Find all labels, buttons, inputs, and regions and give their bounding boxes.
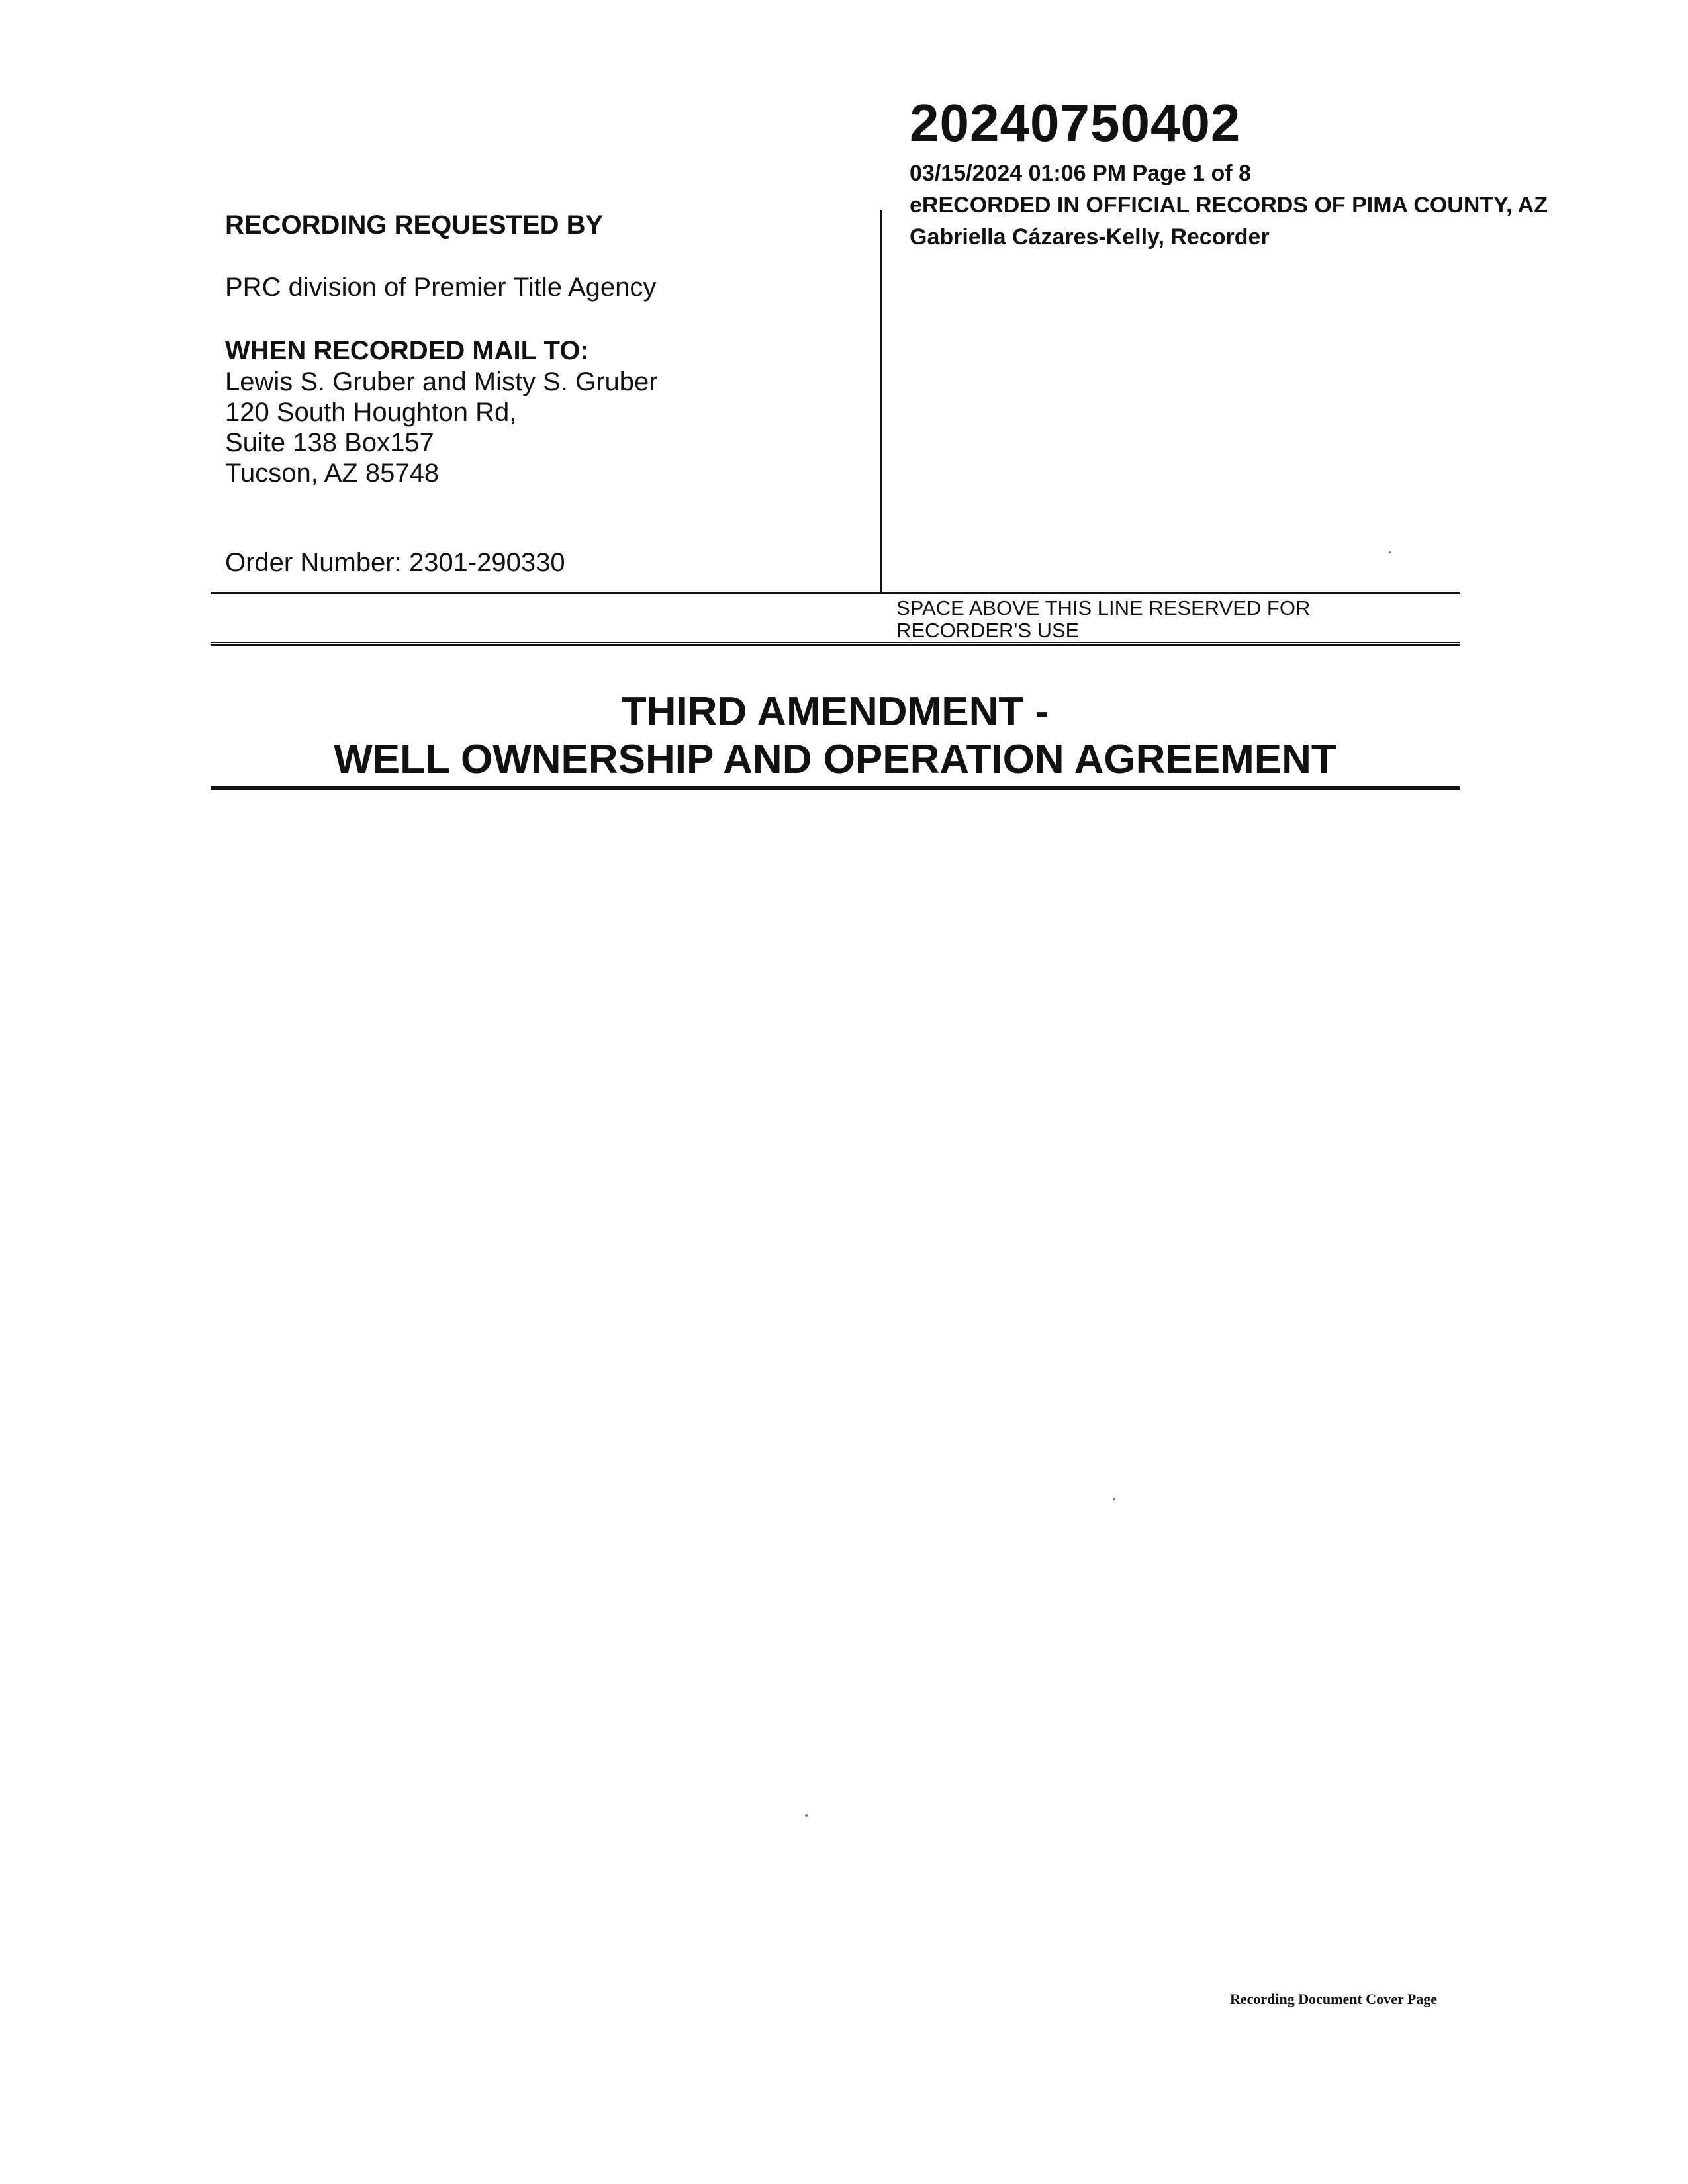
mail-to-street: 120 South Houghton Rd, (225, 398, 517, 427)
mail-to-city: Tucson, AZ 85748 (225, 459, 440, 488)
order-number: Order Number: 2301-290330 (225, 548, 565, 577)
recording-requester: PRC division of Premier Title Agency (225, 273, 657, 302)
mail-to-heading: WHEN RECORDED MAIL TO: (225, 336, 589, 365)
recorder-space-top-rule (211, 592, 1460, 594)
mail-to-suite: Suite 138 Box157 (225, 428, 434, 457)
mail-to-address (225, 367, 658, 488)
scan-speck (1113, 1498, 1115, 1500)
document-number: 20240750402 (910, 93, 1241, 152)
recording-stamp (910, 158, 1548, 253)
reserved-space-notice (896, 597, 1310, 642)
recording-office: eRECORDED IN OFFICIAL RECORDS OF PIMA COUNTY, AZ (910, 193, 1548, 218)
mail-to-name: Lewis S. Gruber and Misty S. Gruber (225, 367, 658, 396)
document-title-line-2: WELL OWNERSHIP AND OPERATION AGREEMENT (334, 737, 1336, 782)
recording-requested-heading: RECORDING REQUESTED BY (225, 210, 604, 240)
recorder-space-bottom-rule (211, 642, 1460, 646)
document-title-line-1: THIRD AMENDMENT - (621, 689, 1049, 735)
reserved-space-line-1: SPACE ABOVE THIS LINE RESERVED FOR (896, 596, 1311, 619)
recording-datetime-page: 03/15/2024 01:06 PM Page 1 of 8 (910, 161, 1251, 186)
scan-speck (805, 1814, 808, 1817)
recorder-name: Gabriella Cázares-Kelly, Recorder (910, 224, 1270, 250)
recorder-box-divider (880, 210, 882, 593)
title-underline-rule (211, 786, 1460, 790)
scan-speck (1389, 551, 1391, 553)
cover-page-footer: Recording Document Cover Page (1230, 1991, 1438, 2007)
document-title (211, 688, 1460, 784)
reserved-space-line-2: RECORDER'S USE (896, 619, 1080, 642)
